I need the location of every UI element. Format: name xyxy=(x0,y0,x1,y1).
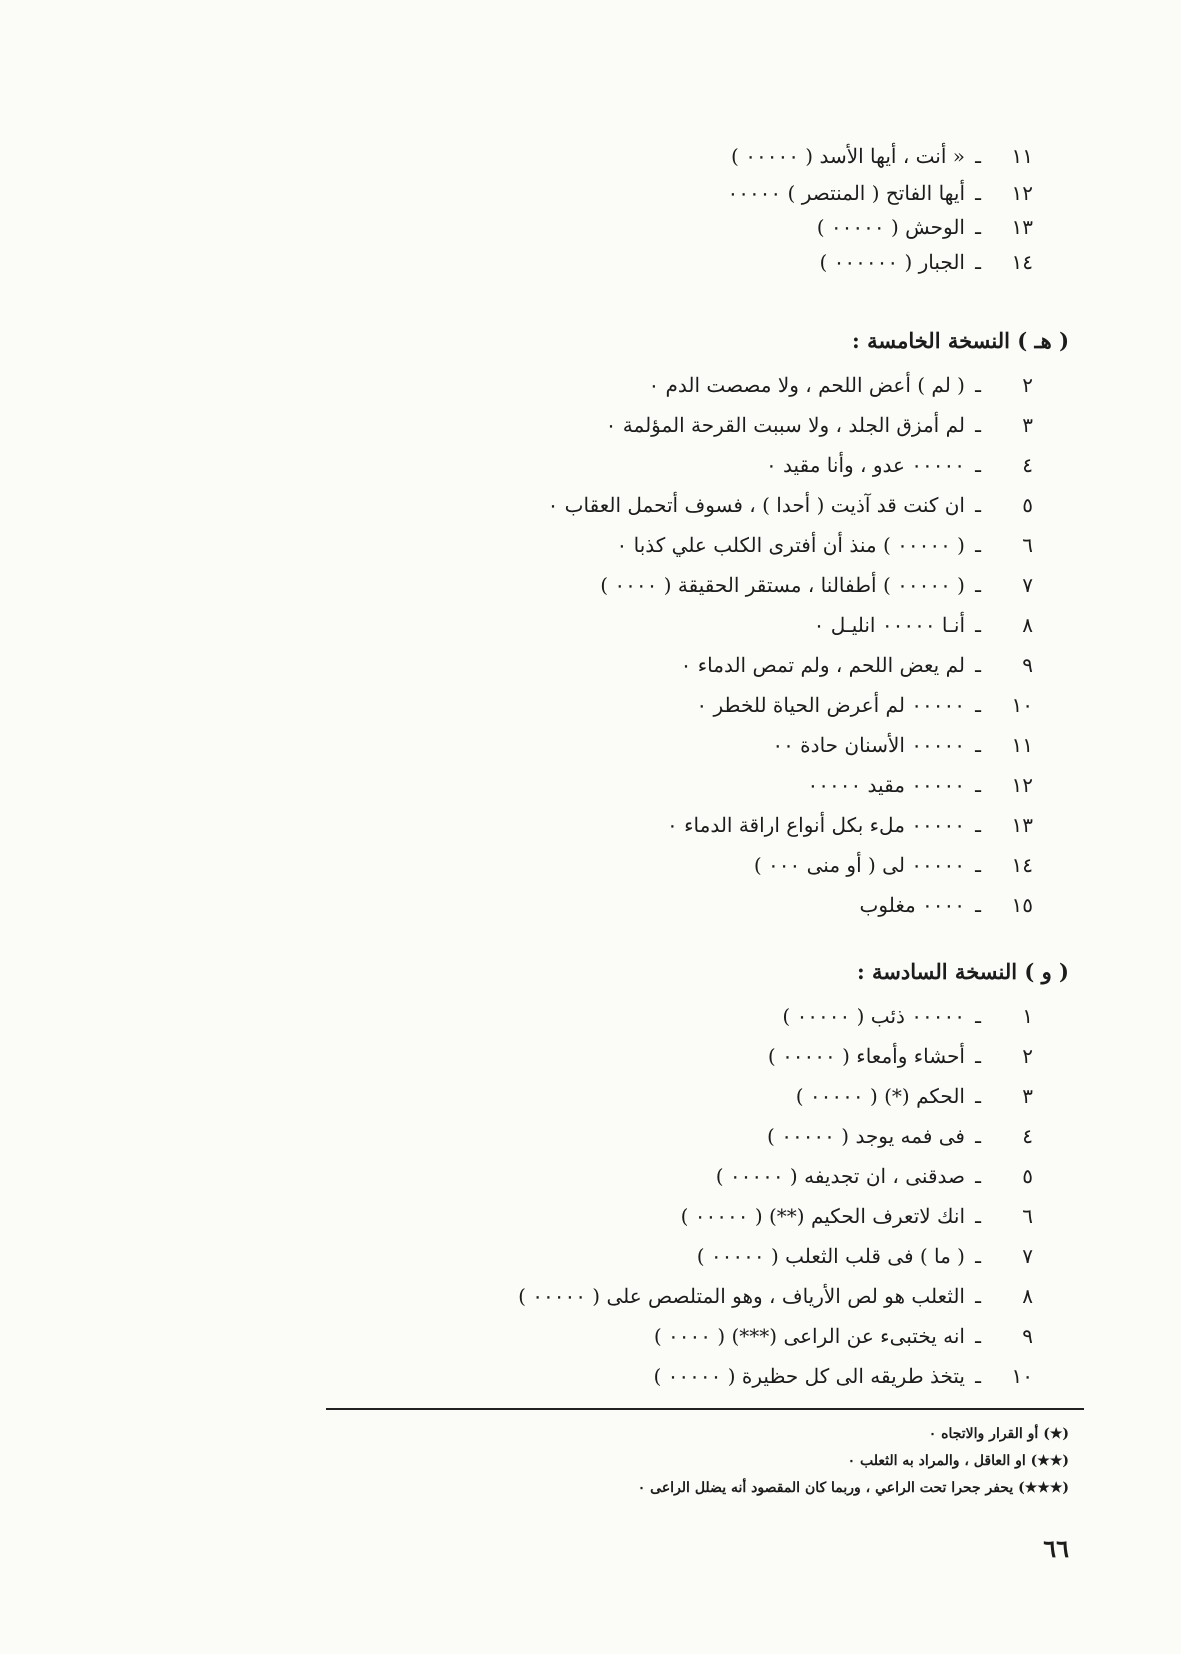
list-item xyxy=(766,451,1033,479)
list-item xyxy=(754,851,1033,879)
item-dash: ـ xyxy=(975,1084,981,1108)
item-text: انه يختبىء عن الراعى (***) ( ٠٠٠٠ ) xyxy=(653,1324,965,1348)
list-item xyxy=(548,491,1033,519)
item-text: صدقنى ، ان تجديفه ( ٠٠٠٠٠ ) xyxy=(715,1164,965,1188)
item-text: « أنت ، أيها الأسد ( ٠٠٠٠٠ ) xyxy=(731,144,965,168)
list-item xyxy=(727,179,1033,207)
item-text: ( ٠٠٠٠٠ ) أطفالنا ، مستقر الحقيقة ( ٠٠٠٠ ) xyxy=(600,573,965,597)
item-text: فى فمه يوجد ( ٠٠٠٠٠ ) xyxy=(767,1124,965,1148)
item-number: ١٤ xyxy=(1011,853,1033,877)
item-dash: ـ xyxy=(975,813,981,837)
list-item xyxy=(814,611,1033,639)
list-item xyxy=(600,571,1033,599)
item-number: ١١ xyxy=(1011,144,1033,168)
item-number: ٧ xyxy=(1022,573,1033,597)
item-dash: ـ xyxy=(975,144,981,168)
item-number: ١٠ xyxy=(1011,1364,1033,1388)
item-text: ٠٠٠٠ مغلوب xyxy=(859,893,965,917)
list-item xyxy=(716,1162,1033,1190)
item-number: ٥ xyxy=(1022,493,1033,517)
section-heading: ( و ) النسخة السادسة : xyxy=(856,959,1069,984)
item-number: ٧ xyxy=(1022,1244,1033,1268)
item-dash: ـ xyxy=(975,1004,981,1028)
list-item xyxy=(681,1202,1033,1230)
item-number: ٥ xyxy=(1022,1164,1033,1188)
item-text: لم يعض اللحم ، ولم تمص الدماء ٠ xyxy=(680,653,965,677)
item-dash: ـ xyxy=(975,853,981,877)
item-number: ٤ xyxy=(1022,453,1033,477)
footnote: (★★) او العاقل ، والمراد به الثعلب ٠ xyxy=(847,1453,1069,1469)
item-dash: ـ xyxy=(975,533,981,557)
item-number: ٢ xyxy=(1022,373,1033,397)
item-dash: ـ xyxy=(975,181,981,205)
item-dash: ـ xyxy=(975,613,981,637)
item-dash: ـ xyxy=(975,1124,981,1148)
list-item xyxy=(648,371,1033,399)
item-dash: ـ xyxy=(975,773,981,797)
item-text: ٠٠٠٠٠ الأسنان حادة ٠٠ xyxy=(772,733,965,757)
item-dash: ـ xyxy=(975,573,981,597)
list-item xyxy=(768,1042,1033,1070)
item-text: ٠٠٠٠٠ لى ( أو منى ٠٠٠ ) xyxy=(753,853,965,877)
item-dash: ـ xyxy=(975,493,981,517)
item-number: ١٣ xyxy=(1011,813,1033,837)
footnote: (★) أو القرار والاتجاه ٠ xyxy=(928,1426,1069,1442)
item-dash: ـ xyxy=(975,1044,981,1068)
item-text: ( لم ) أعض اللحم ، ولا مصصت الدم ٠ xyxy=(648,373,965,397)
item-number: ٦ xyxy=(1022,1204,1033,1228)
list-item xyxy=(860,891,1033,919)
item-dash: ـ xyxy=(975,413,981,437)
item-dash: ـ xyxy=(975,1244,981,1268)
item-text: أنـا ٠٠٠٠٠ انليـل ٠ xyxy=(813,613,965,637)
list-item xyxy=(697,1242,1033,1270)
page-number: ٦٦ xyxy=(1043,1534,1069,1563)
item-text: ٠٠٠٠٠ عدو ، وأنا مقيد ٠ xyxy=(765,453,965,477)
item-text: يتخذ طريقه الى كل حظيرة ( ٠٠٠٠٠ ) xyxy=(653,1364,965,1388)
list-item xyxy=(772,731,1033,759)
item-dash: ـ xyxy=(975,215,981,239)
item-text: ٠٠٠٠٠ ملء بكل أنواع اراقة الدماء ٠ xyxy=(667,813,965,837)
item-dash: ـ xyxy=(975,893,981,917)
item-text: انك لاتعرف الحكيم (**) ( ٠٠٠٠٠ ) xyxy=(680,1204,965,1228)
item-dash: ـ xyxy=(975,693,981,717)
item-number: ١٤ xyxy=(1011,250,1033,274)
item-dash: ـ xyxy=(975,733,981,757)
item-number: ١٢ xyxy=(1011,181,1033,205)
list-item xyxy=(807,771,1033,799)
list-item xyxy=(696,691,1033,719)
item-text: ٠٠٠٠٠ مقيد ٠٠٠٠٠ xyxy=(807,773,965,797)
item-text: الوحش ( ٠٠٠٠٠ ) xyxy=(816,215,965,239)
item-dash: ـ xyxy=(975,1284,981,1308)
list-item xyxy=(667,811,1033,839)
item-number: ٩ xyxy=(1022,1324,1033,1348)
item-number: ١ xyxy=(1022,1004,1033,1028)
list-item xyxy=(820,248,1034,276)
item-text: الثعلب هو لص الأرياف ، وهو المتلصص على ( ٠٠٠٠٠ ) xyxy=(518,1284,965,1308)
item-text: أحشاء وأمعاء ( ٠٠٠٠٠ ) xyxy=(767,1044,965,1068)
list-item xyxy=(731,142,1033,170)
item-text: ان كنت قد آذيت ( أحدا ) ، فسوف أتحمل العقاب ٠ xyxy=(547,493,965,517)
list-item xyxy=(653,1362,1033,1390)
list-item xyxy=(654,1322,1033,1350)
item-dash: ـ xyxy=(975,453,981,477)
item-number: ١٣ xyxy=(1011,215,1033,239)
item-text: ٠٠٠٠٠ ذئب ( ٠٠٠٠٠ ) xyxy=(782,1004,965,1028)
item-number: ٦ xyxy=(1022,533,1033,557)
item-number: ٢ xyxy=(1022,1044,1033,1068)
item-text: أيها الفاتح ( المنتصر ) ٠٠٠٠٠ xyxy=(727,181,965,205)
item-text: الحكم (*) ( ٠٠٠٠٠ ) xyxy=(795,1084,965,1108)
item-text: ( ٠٠٠٠٠ ) منذ أن أفترى الكلب علي كذبا ٠ xyxy=(616,533,965,557)
list-item xyxy=(817,213,1033,241)
item-dash: ـ xyxy=(975,250,981,274)
footnote-divider xyxy=(326,1408,1084,1410)
item-number: ١٥ xyxy=(1011,893,1033,917)
list-item xyxy=(767,1122,1033,1150)
section-heading: ( هـ ) النسخة الخامسة : xyxy=(852,328,1069,353)
item-number: ٨ xyxy=(1022,613,1033,637)
list-item xyxy=(796,1082,1033,1110)
item-dash: ـ xyxy=(975,653,981,677)
item-number: ١٠ xyxy=(1011,693,1033,717)
list-item xyxy=(782,1002,1033,1030)
list-item xyxy=(681,651,1033,679)
item-dash: ـ xyxy=(975,1204,981,1228)
item-text: ( ما ) فى قلب الثعلب ( ٠٠٠٠٠ ) xyxy=(696,1244,965,1268)
item-dash: ـ xyxy=(975,1364,981,1388)
item-number: ٣ xyxy=(1022,1084,1033,1108)
list-item xyxy=(518,1282,1033,1310)
footnote: (★★★) يحفر جحرا تحت الراعي ، وربما كان المقصود أنه يضلل الراعى ٠ xyxy=(637,1480,1069,1496)
item-number: ١٢ xyxy=(1011,773,1033,797)
list-item xyxy=(606,411,1033,439)
list-item xyxy=(617,531,1034,559)
item-number: ٨ xyxy=(1022,1284,1033,1308)
item-dash: ـ xyxy=(975,373,981,397)
item-text: لم أمزق الجلد ، ولا سببت القرحة المؤلمة ٠ xyxy=(605,413,965,437)
item-number: ٣ xyxy=(1022,413,1033,437)
item-text: الجبار ( ٠٠٠٠٠٠ ) xyxy=(819,250,965,274)
item-number: ٤ xyxy=(1022,1124,1033,1148)
item-dash: ـ xyxy=(975,1164,981,1188)
item-dash: ـ xyxy=(975,1324,981,1348)
item-text: ٠٠٠٠٠ لم أعرض الحياة للخطر ٠ xyxy=(696,693,965,717)
item-number: ٩ xyxy=(1022,653,1033,677)
item-number: ١١ xyxy=(1011,733,1033,757)
